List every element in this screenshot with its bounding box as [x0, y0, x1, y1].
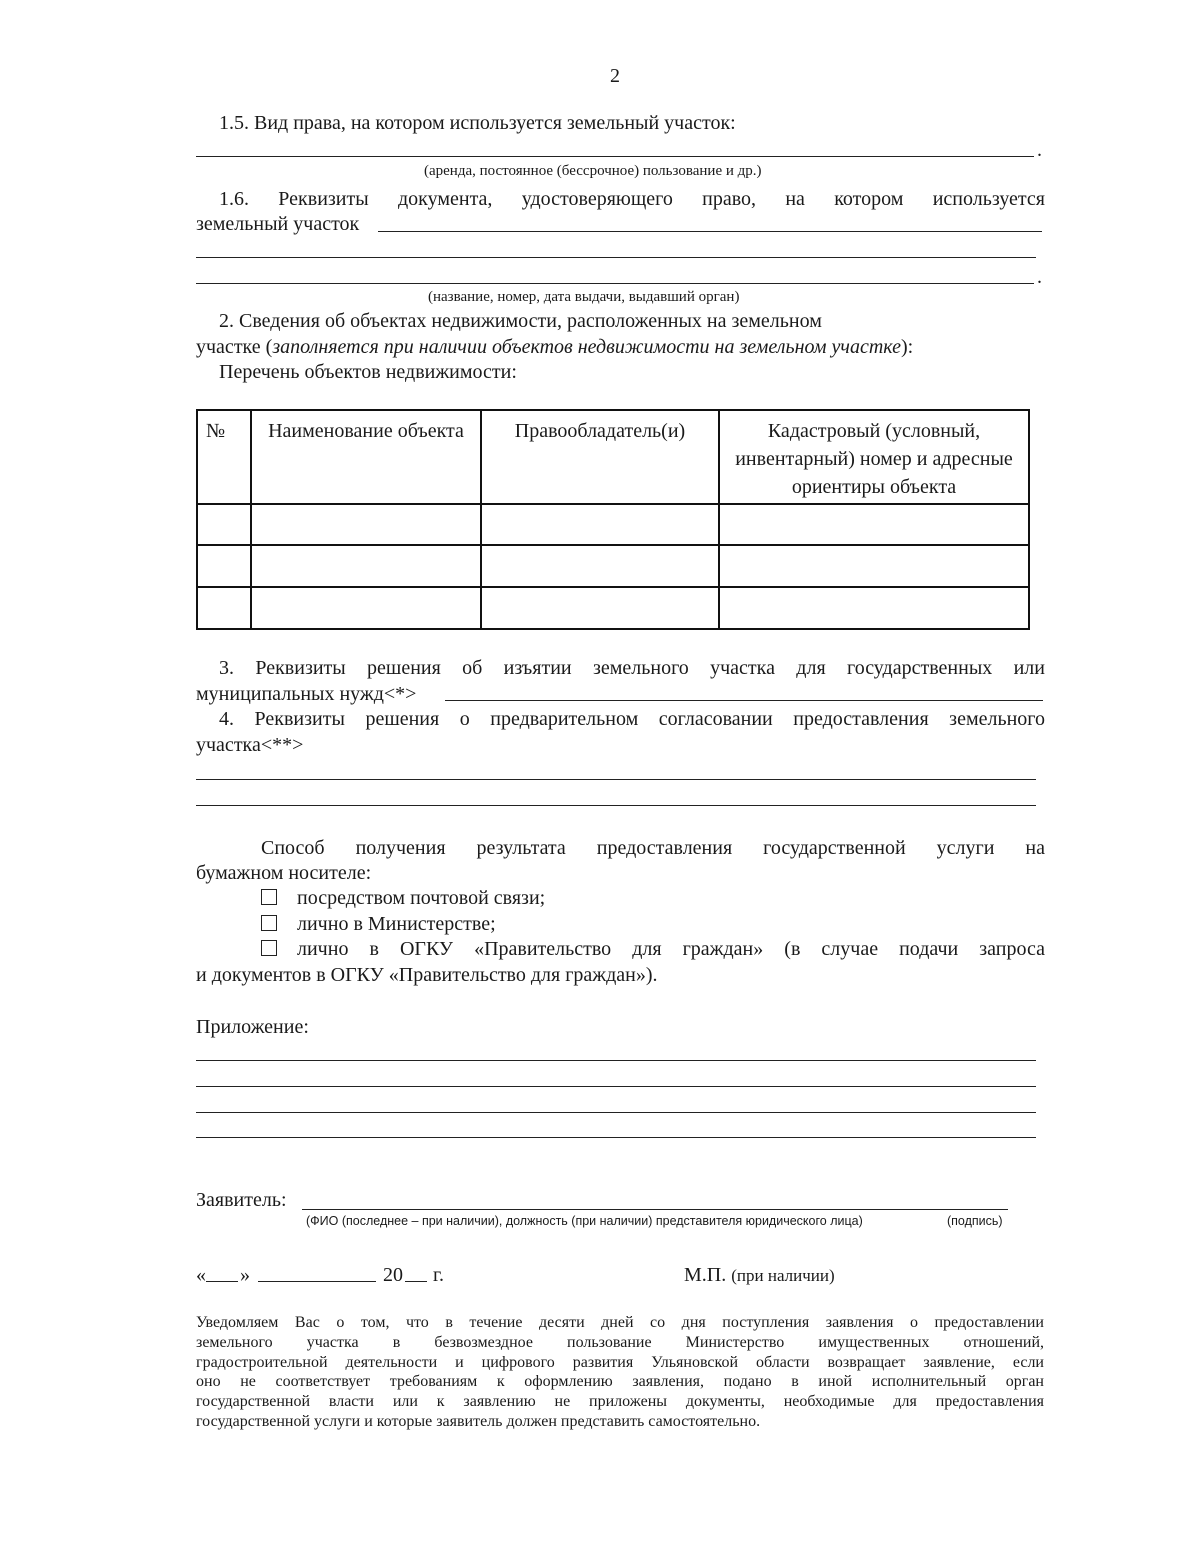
table-cell[interactable]	[481, 587, 719, 629]
section-4-cont: участка<**>	[196, 734, 304, 756]
notice-line: Уведомляем Вас о том, что в течение десяти дней со дня поступления заявления о предоставлении	[196, 1314, 1044, 1331]
fill-line-1-6-c[interactable]	[196, 283, 1034, 284]
table-cell[interactable]	[719, 587, 1029, 629]
notice-line: оно не соответствует требованиям к оформлению заявления, подано в иной исполнительный орган	[196, 1373, 1044, 1391]
checkbox-icon[interactable]	[261, 889, 277, 905]
date-open-quote: «	[196, 1264, 206, 1286]
month-field[interactable]	[258, 1281, 376, 1282]
table-cell[interactable]	[719, 504, 1029, 545]
section-4-title: 4. Реквизиты решения о предварительном согласовании предоставления земельного	[219, 708, 1045, 730]
table-header-row	[197, 410, 1029, 504]
fill-line-4-b[interactable]	[196, 805, 1036, 806]
header-rightholder: Правообладатель(и)	[481, 410, 719, 504]
date-close-quote: »	[240, 1264, 250, 1286]
attachment-line-1[interactable]	[196, 1060, 1036, 1061]
table-row	[197, 504, 1029, 545]
header-number: №	[197, 410, 251, 504]
fill-line-1-5[interactable]	[196, 156, 1034, 157]
notice-paragraph	[196, 1313, 1044, 1432]
option-ministry[interactable]: лично в Министерстве;	[261, 912, 496, 936]
section-1-5-title: 1.5. Вид права, на котором используется земельный участок:	[219, 112, 736, 134]
table-cell[interactable]	[719, 545, 1029, 587]
attachment-line-2[interactable]	[196, 1086, 1036, 1087]
fill-line-1-6-a[interactable]	[378, 231, 1042, 232]
objects-list-title: Перечень объектов недвижимости:	[219, 361, 517, 383]
notice-line: государственной услуги и которые заявитель должен представить самостоятельно.	[196, 1412, 761, 1430]
table-row	[197, 587, 1029, 629]
table-cell[interactable]	[481, 504, 719, 545]
section-3-cont: муниципальных нужд<*>	[196, 683, 417, 705]
table-row	[197, 545, 1029, 587]
day-field[interactable]	[206, 1281, 238, 1282]
fill-line-3[interactable]	[445, 700, 1043, 701]
section-3-title: 3. Реквизиты решения об изъятии земельного участка для государственных или	[219, 657, 1045, 679]
attachment-label: Приложение:	[196, 1016, 309, 1038]
table-cell[interactable]	[251, 587, 481, 629]
section-1-6-cont: земельный участок	[196, 213, 360, 235]
year-suffix: г.	[433, 1264, 444, 1286]
year-prefix: 20	[383, 1264, 403, 1286]
section-2-cont: участке (заполняется при наличии объектов недвижимости на земельном участке):	[196, 336, 914, 358]
table-cell[interactable]	[251, 545, 481, 587]
table-cell[interactable]	[197, 504, 251, 545]
option-mail[interactable]: посредством почтовой связи;	[261, 886, 545, 910]
notice-line: земельного участка в безвозмездное пользование Министерство имущественных отношений,	[196, 1333, 1044, 1351]
caption-document-details: (название, номер, дата выдачи, выдавший орган)	[428, 289, 740, 305]
option-ogku-cont: и документов в ОГКУ «Правительство для граждан»).	[196, 964, 658, 986]
table-cell[interactable]	[197, 587, 251, 629]
real-estate-table	[196, 409, 1030, 630]
applicant-signature-line[interactable]	[302, 1209, 1008, 1210]
attachment-line-3[interactable]	[196, 1112, 1036, 1113]
table-cell[interactable]	[251, 504, 481, 545]
receipt-method-cont: бумажном носителе:	[196, 862, 372, 884]
page-number: 2	[610, 65, 620, 87]
checkbox-icon[interactable]	[261, 940, 277, 956]
period-mark: .	[1037, 139, 1042, 161]
header-cadastral: Кадастровый (условный, инвентарный) номер и адресные ориентиры объекта	[719, 410, 1029, 504]
year-field[interactable]	[405, 1281, 427, 1282]
receipt-method-title: Способ получения результата предоставления государственной услуги на	[261, 837, 1045, 859]
section-1-6-title: 1.6. Реквизиты документа, удостоверяющего право, на котором используется	[219, 188, 1045, 210]
header-object-name: Наименование объекта	[251, 410, 481, 504]
table-cell[interactable]	[197, 545, 251, 587]
section-2-title: 2. Сведения об объектах недвижимости, расположенных на земельном	[219, 310, 822, 332]
applicant-sign-caption: (подпись)	[947, 1214, 1003, 1228]
checkbox-icon[interactable]	[261, 915, 277, 931]
caption-right-type: (аренда, постоянное (бессрочное) пользование и др.)	[424, 163, 762, 179]
fill-line-1-6-b[interactable]	[196, 257, 1036, 258]
applicant-label: Заявитель:	[196, 1189, 287, 1211]
applicant-name-caption: (ФИО (последнее – при наличии), должность (при наличии) представителя юридического лица)	[306, 1214, 863, 1228]
table-cell[interactable]	[481, 545, 719, 587]
notice-line: градостроительной деятельности и цифрового развития Ульяновской области возвращает заявление, если	[196, 1353, 1044, 1371]
attachment-line-4[interactable]	[196, 1137, 1036, 1138]
stamp-label: М.П. (при наличии)	[684, 1264, 835, 1286]
period-mark: .	[1037, 266, 1042, 288]
notice-line: государственной власти или к заявлению не приложены документы, необходимые для предоставления	[196, 1393, 1044, 1411]
fill-line-4-a[interactable]	[196, 779, 1036, 780]
option-ogku[interactable]: лично в ОГКУ «Правительство для граждан» (в случае подачи запроса	[261, 937, 1045, 961]
